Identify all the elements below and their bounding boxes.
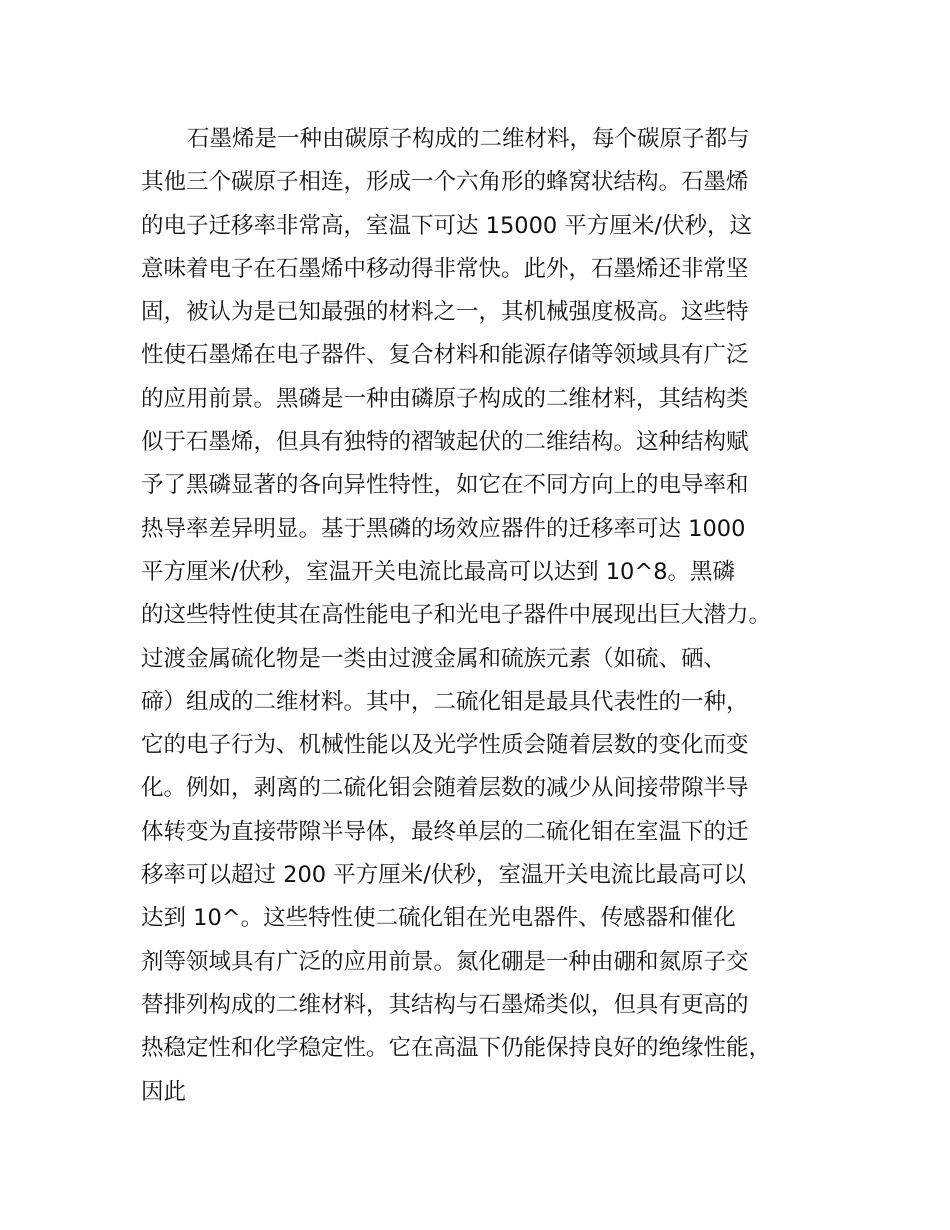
paragraph-line: 的应用前景。黑磷是一种由磷原子构成的二维材料，其结构类 xyxy=(141,385,749,412)
paragraph-line: 平方厘米/伏秒，室温开关电流比最高可以达到 10^8。黑磷 xyxy=(141,558,736,585)
body-paragraph xyxy=(141,118,831,1114)
paragraph-line: 替排列构成的二维材料，其结构与石墨烯类似，但具有更高的 xyxy=(141,991,749,1018)
paragraph-line: 热稳定性和化学稳定性。它在高温下仍能保持良好的绝缘性能， xyxy=(141,1035,772,1062)
paragraph-line: 热导率差异明显。基于黑磷的场效应器件的迁移率可达 1000 xyxy=(141,515,746,542)
paragraph-line: 移率可以超过 200 平方厘米/伏秒，室温开关电流比最高可以 xyxy=(141,862,746,889)
paragraph-line: 碲）组成的二维材料。其中，二硫化钼是最具代表性的一种， xyxy=(141,688,749,715)
paragraph-line: 似于石墨烯，但具有独特的褶皱起伏的二维结构。这种结构赋 xyxy=(141,429,749,456)
paragraph-line: 其他三个碳原子相连，形成一个六角形的蜂窝状结构。石墨烯 xyxy=(141,169,749,196)
paragraph-line: 达到 10^。这些特性使二硫化钼在光电器件、传感器和催化 xyxy=(141,905,736,932)
paragraph-line: 的这些特性使其在高性能电子和光电子器件中展现出巨大潜力。 xyxy=(141,602,772,629)
paragraph-line: 意味着电子在石墨烯中移动得非常快。此外，石墨烯还非常坚 xyxy=(141,255,749,282)
paragraph-line: 的电子迁移率非常高，室温下可达 15000 平方厘米/伏秒，这 xyxy=(141,212,752,239)
paragraph-line: 予了黑磷显著的各向异性特性，如它在不同方向上的电导率和 xyxy=(141,472,749,499)
paragraph-line: 过渡金属硫化物是一类由过渡金属和硫族元素（如硫、硒、 xyxy=(141,645,727,672)
paragraph-line: 体转变为直接带隙半导体，最终单层的二硫化钼在室温下的迁 xyxy=(141,818,749,845)
paragraph-line: 它的电子行为、机械性能以及光学性质会随着层数的变化而变 xyxy=(141,732,749,759)
paragraph-line: 因此 xyxy=(141,1078,187,1105)
paragraph-line: 固，被认为是已知最强的材料之一，其机械强度极高。这些特 xyxy=(141,299,749,326)
paragraph-line: 石墨烯是一种由碳原子构成的二维材料，每个碳原子都与 xyxy=(187,126,750,152)
paragraph-line: 性使石墨烯在电子器件、复合材料和能源存储等领域具有广泛 xyxy=(141,342,749,369)
paragraph-line: 剂等领域具有广泛的应用前景。氮化硼是一种由硼和氮原子交 xyxy=(141,948,749,975)
paragraph-line: 化。例如，剥离的二硫化钼会随着层数的减少从间接带隙半导 xyxy=(141,775,749,802)
